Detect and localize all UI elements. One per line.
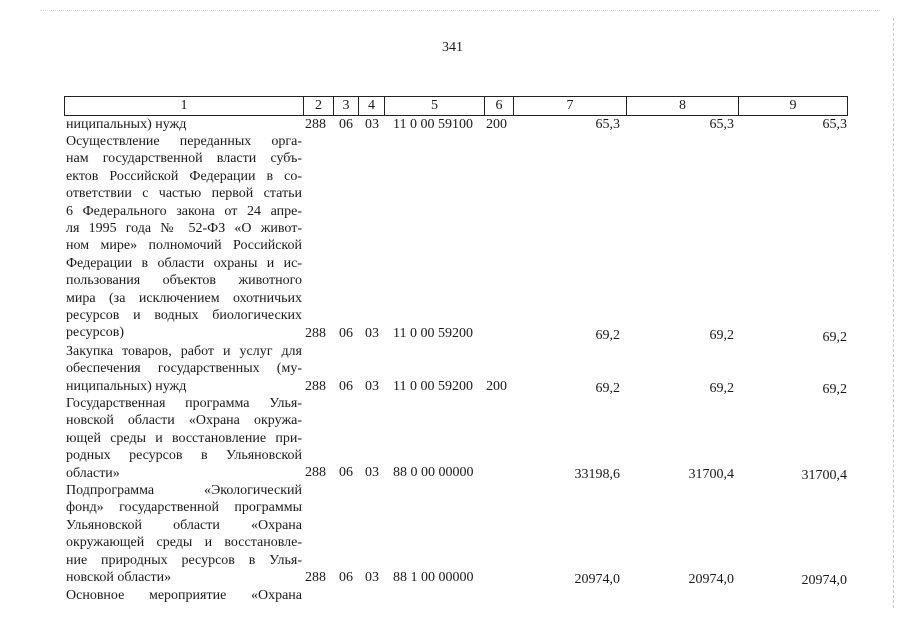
expense-type-code: 200 (486, 379, 507, 394)
header-col-2: 2 (303, 97, 333, 115)
value-col-7: 20974,0 (574, 572, 620, 587)
value-col-7: 69,2 (595, 381, 620, 396)
value-col-8: 65,3 (709, 117, 734, 132)
ministry-code: 288 (305, 117, 326, 132)
subsection-code: 03 (365, 117, 379, 132)
page-number: 341 (442, 40, 463, 55)
ministry-code: 288 (305, 326, 326, 341)
value-col-9: 69,2 (822, 330, 847, 345)
header-col-8: 8 (626, 97, 738, 115)
table-header-row (64, 96, 848, 116)
section-code: 06 (339, 570, 353, 585)
row-description: Осуществление переданных орга- нам государственной власти субъ- ектов Российской Федерации в со- ответствии с частью первой статьи 6 Федерального закона от 24 апре- ля 1995 года № 52-ФЗ «О живот- ном мире» полномочий Российской Федерации в области охраны и ис- пользования объектов животного мира (за исключением охотничьих ресурсов и водных биологических ресурсов) (66, 134, 302, 341)
scan-edge-top (40, 10, 880, 12)
value-col-7: 33198,6 (574, 467, 620, 482)
value-col-8: 69,2 (709, 381, 734, 396)
subsection-code: 03 (365, 570, 379, 585)
row-description: Государственная программа Улья- новской области «Охрана окружа- ющей среды и восстановление при- родных ресурсов в Ульяновской области» (66, 396, 302, 481)
value-col-9: 20974,0 (801, 573, 847, 588)
header-col-4: 4 (358, 97, 384, 115)
section-code: 06 (339, 326, 353, 341)
subsection-code: 03 (365, 379, 379, 394)
header-col-6: 6 (484, 97, 513, 115)
value-col-9: 31700,4 (801, 468, 847, 483)
header-col-5: 5 (384, 97, 484, 115)
target-code: 11 0 00 59100 (393, 117, 473, 132)
value-col-8: 69,2 (709, 328, 734, 343)
section-code: 06 (339, 465, 353, 480)
row-description: Основное мероприятие «Охрана (66, 588, 302, 603)
header-col-7: 7 (513, 97, 626, 115)
target-code: 88 1 00 00000 (393, 570, 474, 585)
value-col-7: 69,2 (595, 328, 620, 343)
header-col-9: 9 (738, 97, 848, 115)
expense-type-code: 200 (486, 117, 507, 132)
header-col-3: 3 (333, 97, 358, 115)
section-code: 06 (339, 117, 353, 132)
row-description: ниципальных) нужд (66, 117, 187, 132)
scan-edge-right (893, 18, 895, 608)
header-col-1: 1 (64, 97, 303, 115)
value-col-8: 31700,4 (688, 467, 734, 482)
value-col-9: 65,3 (822, 117, 847, 132)
value-col-8: 20974,0 (688, 572, 734, 587)
target-code: 88 0 00 00000 (393, 465, 474, 480)
section-code: 06 (339, 379, 353, 394)
row-description: Подпрограмма «Экологический фонд» государственной программы Ульяновской области «Охрана окружающей среды и восстановле- ние природных ресурсов в Улья- новской области» (66, 483, 302, 586)
target-code: 11 0 00 59200 (393, 326, 473, 341)
subsection-code: 03 (365, 326, 379, 341)
subsection-code: 03 (365, 465, 379, 480)
ministry-code: 288 (305, 570, 326, 585)
value-col-7: 65,3 (595, 117, 620, 132)
ministry-code: 288 (305, 379, 326, 394)
value-col-9: 69,2 (822, 382, 847, 397)
ministry-code: 288 (305, 465, 326, 480)
target-code: 11 0 00 59200 (393, 379, 473, 394)
row-description: Закупка товаров, работ и услуг для обеспечения государственных (му- ниципальных) нужд (66, 344, 302, 394)
